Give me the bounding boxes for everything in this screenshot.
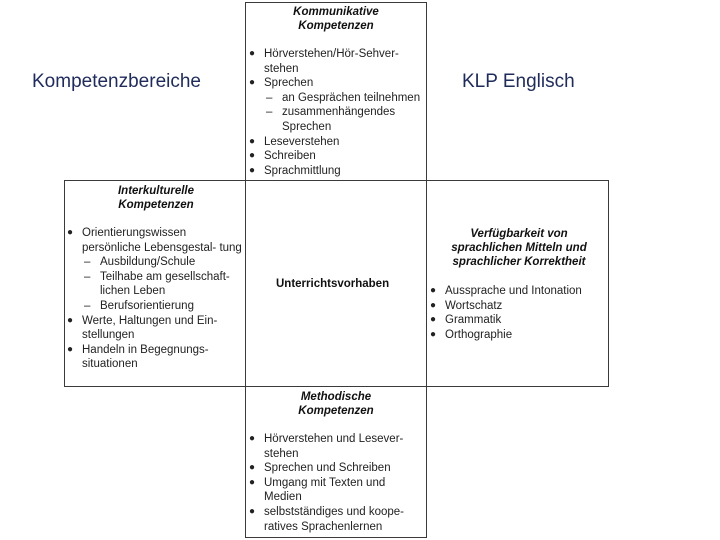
list-item: ● Hörverstehen/Hör-Sehver- stehen — [249, 48, 399, 75]
methodische-list — [246, 432, 426, 534]
sub-list-item: – Teilhabe am gesellschaft- lichen Leben — [84, 270, 230, 298]
list-item: ● Werte, Haltungen und Ein- stellungen — [67, 314, 218, 342]
kommunikative-heading-line1: Kommunikative — [293, 6, 379, 18]
list-item: ● Umgang mit Texten und Medien — [249, 476, 386, 504]
list-item: ● Hörverstehen und Lesever- stehen — [249, 433, 404, 460]
sub-list-item: – an Gesprächen teilnehmen — [266, 91, 421, 104]
list-item: ● selbstständiges und koope- ratives Sprachenlernen — [249, 505, 405, 533]
verfuegbarkeit-heading-line1: Verfügbarkeit von — [470, 228, 568, 240]
interkulturelle-heading-line2: Kompetenzen — [118, 199, 194, 211]
list-item: ● Wortschatz — [430, 299, 503, 312]
list-item: ● Schreiben — [249, 150, 316, 163]
interkulturelle-heading — [72, 184, 240, 212]
unterrichtsvorhaben-label: Unterrichtsvorhaben — [276, 278, 390, 290]
sub-list-item: – Ausbildung/Schule — [84, 256, 196, 269]
kommunikative-heading-line2: Kompetenzen — [298, 20, 374, 32]
list-item: ● Sprechen – an Gesprächen teilnehmen – zusammenhängendes Sprechen — [246, 76, 426, 134]
interkulturelle-list — [64, 226, 244, 372]
interkulturelle-heading-line1: Interkulturelle — [117, 185, 195, 197]
list-item: ● Sprechen und Schreiben — [249, 462, 391, 475]
methodische-heading — [255, 390, 417, 418]
sub-list-item: – Berufsorientierung — [84, 299, 194, 312]
list-item: ● Aussprache und Intonation — [430, 285, 582, 297]
kommunikative-list — [246, 47, 426, 178]
list-item: ● Grammatik — [430, 314, 502, 327]
list-item: ● Orthographie — [430, 328, 513, 341]
sub-list-item: – zusammenhängendes Sprechen — [266, 106, 396, 133]
list-item: ● Sprachmittlung — [249, 164, 341, 177]
verfuegbarkeit-list — [427, 284, 607, 342]
list-item: ● Orientierungswissen persönliche Lebensgestal- tung – Ausbildung/Schule – Teilhabe am gesellschaft- lichen Leben – Berufsorientierung — [64, 226, 244, 314]
kompetenzbereiche-title: Kompetenzbereiche — [32, 71, 201, 92]
verfuegbarkeit-heading-line2: sprachlichen Mitteln und — [451, 242, 587, 254]
klp-englisch-title: KLP Englisch — [462, 71, 575, 92]
list-item: ● Handeln in Begegnungs- situationen — [67, 343, 209, 371]
methodische-heading-line1: Methodische — [300, 391, 372, 403]
methodische-heading-line2: Kompetenzen — [298, 405, 374, 417]
kommunikative-heading — [255, 5, 417, 33]
verfuegbarkeit-heading-line3: sprachlicher Korrektheit — [452, 256, 586, 268]
verfuegbarkeit-heading — [434, 227, 604, 269]
list-item: ● Leseverstehen — [249, 135, 340, 148]
